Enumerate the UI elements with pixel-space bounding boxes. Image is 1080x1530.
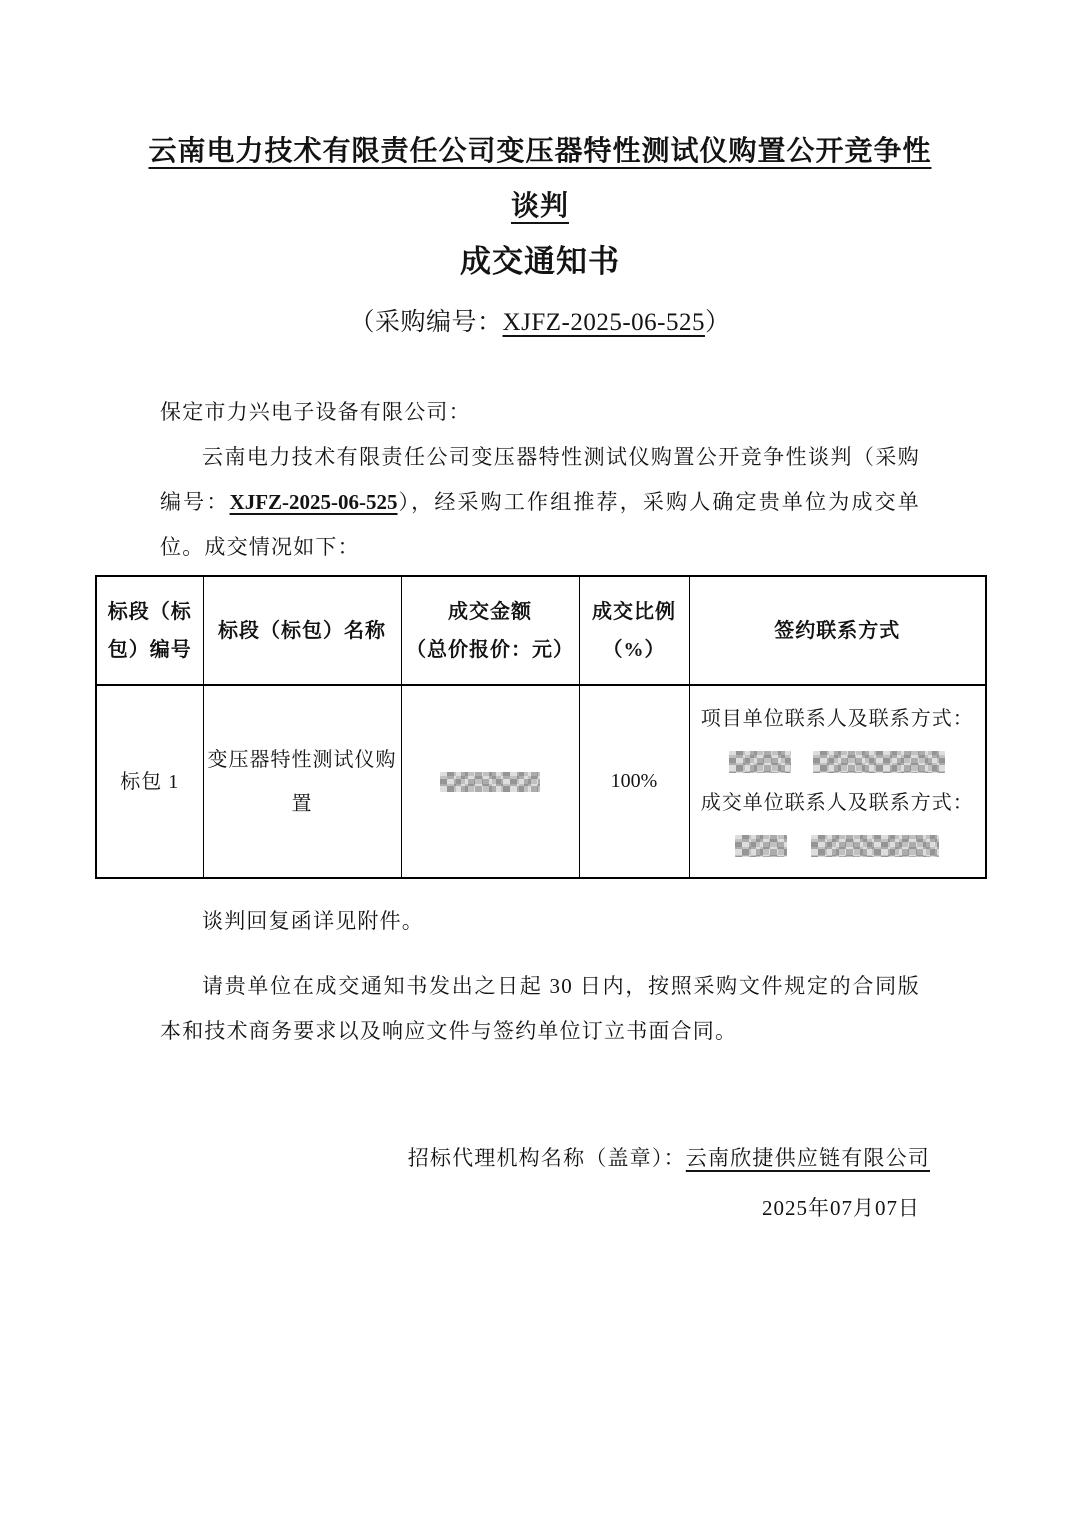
table-row <box>96 685 986 878</box>
redacted-project-contact-phone <box>813 751 945 773</box>
redacted-winner-contact-phone <box>811 835 939 857</box>
redacted-winner-contact-name <box>735 835 787 857</box>
addressee: 保定市力兴电子设备有限公司： <box>160 400 471 424</box>
contract-paragraph <box>160 964 920 1054</box>
closing-text <box>160 899 920 1054</box>
agency-signature-line <box>0 1136 1080 1181</box>
procurement-number: XJFZ-2025-06-525 <box>502 309 705 336</box>
contact-cell <box>689 685 986 878</box>
intro-text-after: ），经采购工作组推荐，采购人确定贵单位为成交单位。成交情况如下： <box>160 490 920 559</box>
procurement-number-suffix: ） <box>704 309 731 336</box>
table-header-row <box>96 576 986 685</box>
package-no-cell: 标包 1 <box>96 685 203 878</box>
signature-block <box>0 1136 1080 1231</box>
agency-name: 云南欣捷供应链有限公司 <box>685 1146 930 1170</box>
body-text <box>160 390 920 570</box>
header-package-name: 标段（标包）名称 <box>203 576 401 685</box>
contract-text-after: 日内，按照采购文件规定的合同版本和技术商务要求以及响应文件与签约单位订立书面合同。 <box>160 974 920 1043</box>
procurement-number-line <box>0 305 1080 341</box>
project-contact-redacted <box>694 740 982 782</box>
package-name-cell: 变压器特性测试仪购置 <box>203 685 401 878</box>
redacted-project-contact-name <box>729 751 791 773</box>
contract-days: 30 <box>549 974 573 998</box>
winner-contact-label: 成交单位联系人及联系方式： <box>700 791 974 814</box>
winner-contact-redacted <box>694 824 982 866</box>
signature-date: 2025年07月07日 <box>762 1196 920 1220</box>
ratio-cell: 100% <box>579 685 689 878</box>
contract-text-before: 请贵单位在成交通知书发出之日起 <box>202 974 550 998</box>
header-contact: 签约联系方式 <box>689 576 986 685</box>
award-table <box>95 575 987 879</box>
page-title: 云南电力技术有限责任公司变压器特性测试仪购置公开竞争性谈判 <box>148 136 932 222</box>
doc-subtitle: 成交通知书 <box>460 244 620 279</box>
agency-label: 招标代理机构名称（盖章）： <box>407 1146 686 1170</box>
intro-text-before: 云南电力技术有限责任公司变压器特性测试仪购置公开竞争性谈判（采购编号： <box>160 445 920 514</box>
redacted-amount <box>440 772 540 792</box>
header-amount: 成交金额 （总价报价：元） <box>401 576 579 685</box>
amount-cell <box>401 685 579 878</box>
attachment-note: 谈判回复函详见附件。 <box>202 909 424 933</box>
header-ratio: 成交比例 （%） <box>579 576 689 685</box>
intro-paragraph <box>160 435 920 570</box>
procurement-number-prefix: （采购编号： <box>349 309 503 336</box>
project-contact-label: 项目单位联系人及联系方式： <box>700 707 974 730</box>
header-package-no: 标段（标包）编号 <box>96 576 203 685</box>
intro-procurement-number: XJFZ-2025-06-525 <box>229 490 398 514</box>
